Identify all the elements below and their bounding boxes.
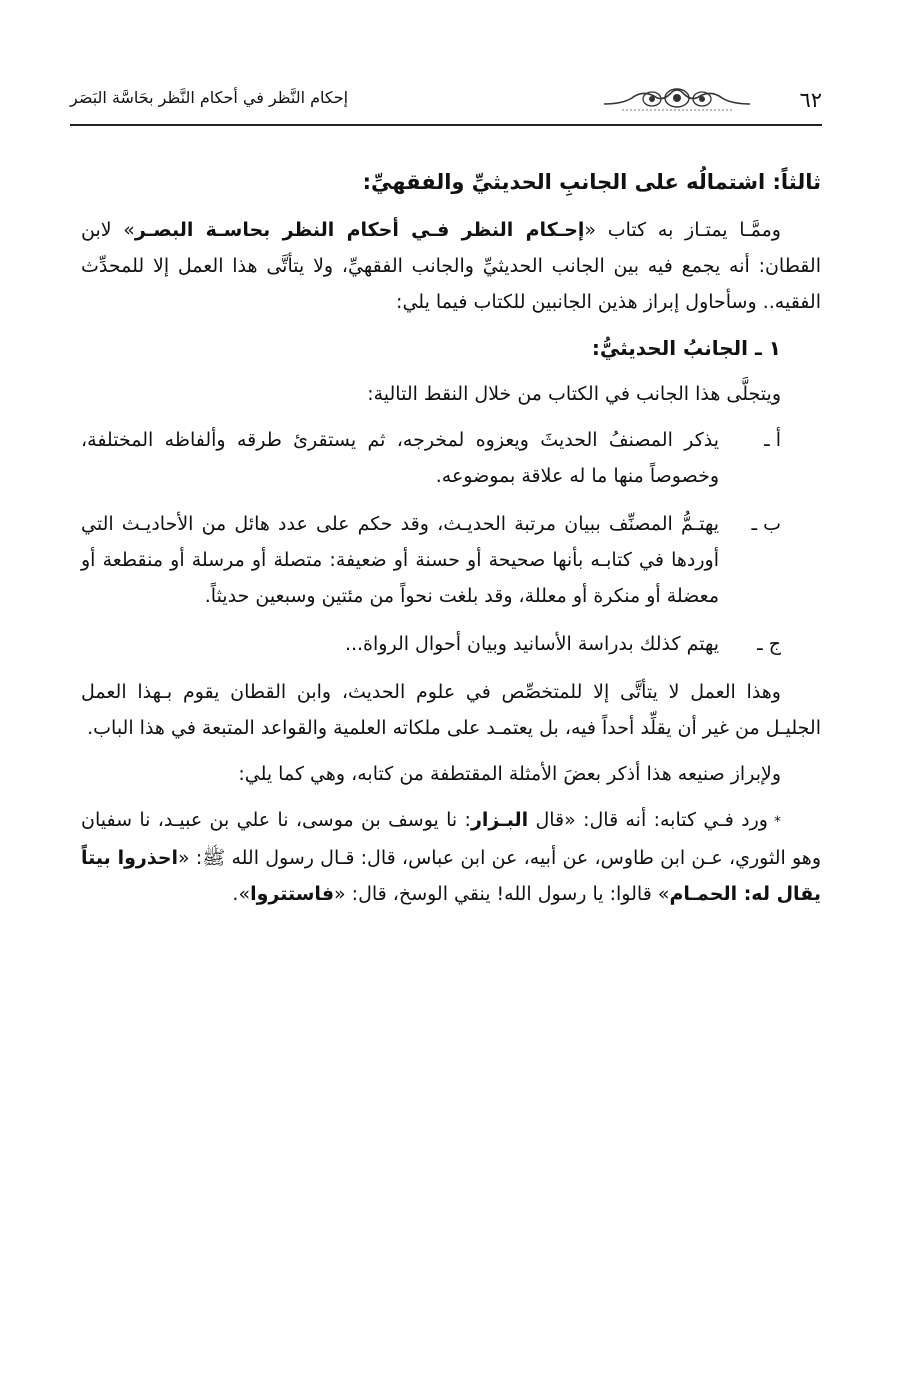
- example-part1: ورد فـي كتابه: أنه قال: «قال: [528, 809, 768, 831]
- header-divider: [70, 124, 822, 126]
- example-part2: : نا يوسف بن موسى، نا علي بن عبيـد، نا سفيان وهو الثوري، عـن ابن طاوس، عن أبيه، عن ابن عباس، قال: قـال رسول الله ﷺ: «: [81, 809, 822, 869]
- subheading: ١ ـ الجانبُ الحديثيُّ:: [591, 336, 781, 360]
- hadith-text: احذروا بيتاً يقال له: الحمـام: [81, 847, 821, 905]
- item-marker: أ ـ: [764, 429, 781, 451]
- example-part3: » قالوا: يا رسول الله! ينقي الوسخ، قال: «: [334, 883, 670, 905]
- item-text: يهتم كذلك بدراسة الأسانيد وبيان أحوال الرواة...: [344, 633, 719, 655]
- item-marker: ب ـ: [751, 513, 781, 535]
- example-paragraph: [81, 802, 821, 912]
- item-text: يذكر المصنفُ الحديثَ ويعزوه لمخرجه، ثم يستقرئ طرقه وألفاظه المختلفة، وخصوصاً منها ما له علاقة بموضوعه.: [81, 429, 719, 487]
- page-header: [70, 82, 822, 122]
- examples-paragraph: ولإبراز صنيعه هذا أذكر بعضَ الأمثلة المقتطفة من كتابه، وهي كما يلي:: [238, 763, 781, 785]
- narrator-name: البـزار: [470, 809, 529, 831]
- section-heading: ثالثاً: اشتمالُه على الجانبِ الحديثيِّ والفقهيِّ:: [362, 170, 821, 194]
- page-number: ٦٢: [799, 88, 822, 112]
- sub-intro: ويتجلَّى هذا الجانب في الكتاب من خلال النقط التالية:: [367, 383, 781, 405]
- list-item: [81, 626, 821, 662]
- ornament-icon: [602, 82, 752, 116]
- item-text: يهتـمُّ المصنِّف ببيان مرتبة الحديـث، وقد حكم على عدد هائل من الأحاديـث التي أوردها في كتابـه بأنها صحيحة أو حسنة أو ضعيفة: متصلة أو مرسلة أو منقطعة أو معضلة أو منكرة أو معللة، وقد بلغت نحواً من مئتين وسبعين حديثاً.: [81, 513, 719, 607]
- book-title: إحـكام النظر فـي أحكام النظر بحاسـة البصـر: [134, 219, 585, 241]
- intro-paragraph: [81, 212, 821, 320]
- intro-rest: » لابن القطان: أنه يجمع فيه بين الجانب الحديثيِّ والجانب الفقهيِّ، ولا يتأتَّى هذا العمل إلا للمحدِّث الفقيه.. وسأحاول إبراز هذين الجانبين للكتاب فيما يلي:: [81, 219, 821, 313]
- list-item: [81, 506, 821, 614]
- page-body: [81, 162, 821, 922]
- hadith-reply: فاستتروا: [250, 883, 335, 905]
- list-item: [81, 422, 821, 494]
- star-icon: *: [773, 814, 781, 830]
- running-title: إحكام النَّظر في أحكام النَّظر بحَاسَّة البَصَر: [70, 88, 349, 107]
- item-marker: ج ـ: [757, 633, 781, 655]
- work-paragraph: وهذا العمل لا يتأتَّى إلا للمتخصِّص في علوم الحديث، وابن القطان يقوم بـهذا العمل الجليـل من غير أن يقلِّد أحداً فيه، بل يعتمـد على ملكاته العلمية والقواعد المتبعة في هذا الباب.: [81, 681, 821, 739]
- intro-lead: وممَّـا يمتـاز به كتاب «: [584, 219, 781, 241]
- example-part4: ».: [232, 883, 251, 905]
